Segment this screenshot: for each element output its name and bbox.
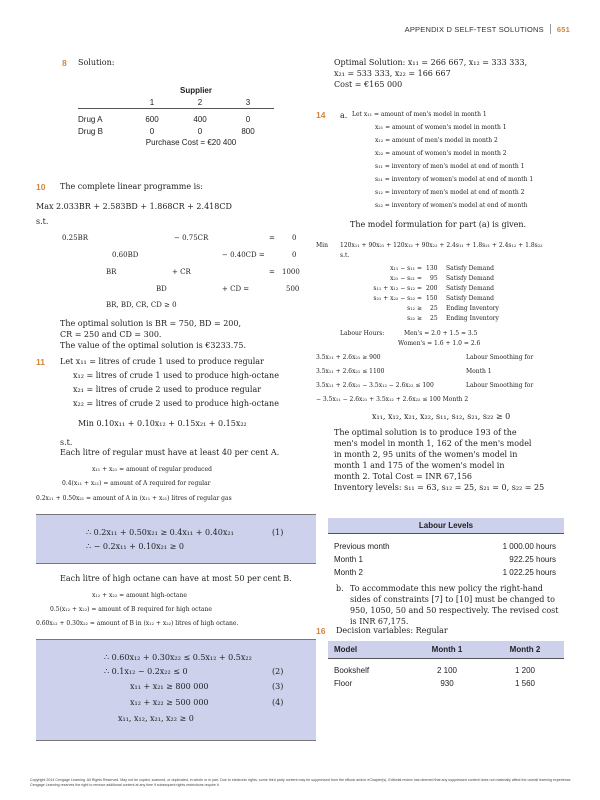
q14-solution-line: Inventory levels: s₁₁ = 63, s₁₂ = 25, s₂₁ = 0, s₂₂ = 25: [334, 483, 545, 492]
q14-constraint-expr: s₁₂ ≥: [407, 305, 422, 312]
q14-constraint-note: Satisfy Demand: [446, 265, 494, 272]
q10-result-line: The optimal solution is BR = 750, BD = 200,: [60, 319, 241, 328]
q14-def: s₁₂ = inventory of men's model at end of month 2: [375, 189, 525, 196]
box2-expr: x₁₂ + x₂₂ ≥ 500 000: [130, 698, 209, 707]
q10-label: The complete linear programme is:: [60, 182, 203, 191]
q14-part-b-line: is INR 67,175.: [350, 617, 409, 626]
q14-labour-line: Men's = 2.0 + 1.5 = 3.5: [404, 330, 478, 337]
q14-objective: 120x₁₁ + 90x₂₁ + 120x₁₂ + 90x₂₂ + 2.4s₁₁ + 1.8s₂₁ + 2.4s₁₂ + 1.8s₂₂: [340, 242, 543, 249]
q14-labour-label: Labour Hours:: [340, 330, 385, 337]
q14-constraint-val: 25: [430, 315, 438, 322]
q14-solution-line: month 1 and 175 of the women's model in: [334, 461, 505, 470]
table-row: [328, 540, 564, 553]
constraint-term: 0.25BR: [62, 234, 89, 242]
table-row: [328, 566, 564, 579]
constraint-term: + CR: [172, 268, 191, 276]
question-number-10: 10: [36, 182, 46, 192]
page-header: [405, 24, 570, 34]
q14-solution-line: The optimal solution is to produce 193 of the: [334, 428, 517, 437]
constraint-term: 0.60BD: [112, 251, 139, 259]
box2-expr: x₁₁ + x₂₁ ≥ 800 000: [130, 682, 209, 691]
constraint-term: − 0.40CD =: [222, 251, 265, 259]
q14-def: s₂₂ = inventory of women's model at end of month: [375, 202, 528, 209]
row-label: Previous month: [334, 542, 390, 551]
q8-label: Solution:: [78, 58, 115, 67]
q14-st: s.t.: [340, 252, 350, 259]
q14-constraint-val: 150: [426, 295, 438, 302]
q14-def: Let x₁₁ = amount of men's model in month 1: [352, 111, 487, 118]
table-cell: 1 200: [514, 666, 536, 675]
q14-smoothing-expr: − 3.5x₁₁ − 2.6x₂₁ + 3.5x₁₂ + 2.6x₂₂ ≤ 100 Month 2: [316, 396, 469, 403]
q11-regular-def: 0.4(x₁₁ + x₂₁) = amount of A required for regular: [62, 480, 211, 487]
box1-expr: ∴ − 0.2x₁₁ + 0.10x₂₁ ≥ 0: [86, 542, 184, 551]
q14-min: Min: [316, 242, 328, 249]
q14-smoothing-expr: 3.5x₁₁ + 2.6x₂₁ ≥ 900: [316, 354, 381, 361]
row-label: Drug A: [78, 114, 103, 124]
question-number-11: 11: [36, 357, 45, 367]
supplier-table-header: [78, 97, 274, 109]
supplier-col-3: 3: [245, 98, 251, 107]
question-number-8: 8: [62, 58, 67, 68]
q11-def: Let x₁₁ = litres of crude 1 used to produce regular: [60, 357, 264, 366]
q8-optimal-line: x₂₁ = 533 333, x₂₂ = 166 667: [334, 69, 451, 78]
q14-def: s₁₁ = inventory of men's model at end of month 1: [375, 163, 525, 170]
q14-constraint-expr: s₁₁ + x₁₂ − s₁₂ =: [373, 285, 422, 292]
constraint-term: BR: [106, 268, 117, 276]
box2-expr: ∴ 0.60x₁₂ + 0.30x₂₂ ≤ 0.5x₁₂ + 0.5x₂₂: [104, 653, 252, 662]
box2-tag: (4): [272, 698, 284, 707]
constraint-term: − 0.75CR: [174, 234, 209, 242]
q10-nonneg: BR, BD, CR, CD ≥ 0: [106, 301, 177, 309]
q14-part-b: b.: [336, 584, 344, 593]
q14-constraint-val: 200: [426, 285, 438, 292]
table-cell: 800: [241, 126, 255, 136]
constraint-box-1: [36, 514, 316, 564]
q10-result-line: CR = 250 and CD = 300.: [60, 330, 162, 339]
supplier-col-2: 2: [197, 98, 203, 107]
header-divider: [550, 24, 551, 34]
q14-constraint-expr: s₂₂ ≥: [407, 315, 422, 322]
q14-def: s₂₁ = inventory of women's model at end of month 1: [375, 176, 534, 183]
row-label: Bookshelf: [334, 666, 370, 675]
constraint-rhs: 0: [292, 234, 297, 242]
q14-constraint-expr: x₂₁ − s₂₁ =: [390, 275, 422, 282]
q11-high-def: 0.5(x₁₂ + x₂₂) = amount of B required for high octane: [50, 606, 212, 613]
q14-smoothing-expr: 3.5x₁₁ + 2.6x₂₁ − 3.5x₁₂ − 2.6x₂₂ ≤ 100: [316, 382, 434, 389]
row-label: Floor: [334, 679, 353, 688]
table-cell: 400: [193, 114, 207, 124]
box2-tag: (2): [272, 667, 284, 676]
column-header: Model: [334, 645, 358, 654]
q14-formulation-note: The model formulation for part (a) is given.: [350, 220, 527, 229]
box-top-rule: [36, 639, 316, 640]
constraint-rhs: 0: [292, 251, 297, 259]
q14-def: x₂₁ = amount of women's model in month 1: [375, 124, 507, 131]
table-row: [328, 553, 564, 566]
table-cell: 930: [440, 679, 454, 688]
table-row: [328, 677, 564, 690]
regular-table-header: [328, 641, 564, 659]
q14-constraint-note: Satisfy Demand: [446, 295, 494, 302]
q11-regular-def: 0.2x₁₁ + 0.50x₂₁ = amount of A in (x₁₁ + x₂₁) litres of regular gas: [36, 495, 232, 502]
constraint-op: =: [269, 268, 275, 276]
q8-optimal-line: Cost = €165 000: [334, 80, 403, 89]
q14-solution-line: men's model in month 1, 162 of the men's model: [334, 439, 532, 448]
constraint-op: =: [269, 234, 275, 242]
q14-constraint-expr: x₁₁ − s₁₁ =: [390, 265, 422, 272]
table-row: [328, 664, 564, 677]
question-number-16: 16: [316, 626, 326, 636]
q14-nonneg: x₁₁, x₁₂, x₂₁, x₂₂, s₁₁, s₁₂, s₂₁, s₂₂ ≥ 0: [372, 412, 511, 421]
q14-part-a: a.: [340, 111, 348, 120]
constraint-rhs: 500: [286, 285, 300, 293]
q14-part-b-line: To accommodate this new policy the right-hand: [350, 584, 543, 593]
q16-label: Decision variables: Regular: [336, 626, 448, 635]
box2-expr: x₁₁, x₁₂, x₂₁, x₂₂ ≥ 0: [118, 714, 194, 723]
row-label: Month 2: [334, 568, 363, 577]
column-header: Month 1: [431, 645, 463, 654]
section-title: APPENDIX D SELF-TEST SOLUTIONS: [404, 24, 544, 34]
q14-smoothing-expr: 3.5x₁₁ + 2.6x₂₁ ≤ 1100: [316, 368, 385, 375]
table-cell: 1 000.00 hours: [502, 542, 556, 551]
constraint-rhs: 1000: [282, 268, 300, 276]
supplier-table: [78, 86, 274, 149]
constraint-term: BD: [156, 285, 167, 293]
q14-constraint-expr: s₂₁ + x₂₂ − s₂₂ =: [373, 295, 422, 302]
q11-def: x₂₁ = litres of crude 2 used to produce regular: [73, 385, 262, 394]
regular-decision-table: [328, 641, 564, 690]
box-bottom-rule: [36, 563, 316, 564]
q14-part-b-line: 950, 1050, 50 and 50 respectively. The revised cost: [350, 606, 559, 615]
q14-solution-line: in month 2, 95 units of the women's model in: [334, 450, 518, 459]
box2-expr: ∴ 0.1x₁₂ − 0.2x₂₂ ≤ 0: [104, 667, 188, 676]
q8-optimal-line: Optimal Solution: x₁₁ = 266 667, x₁₂ = 333 333,: [334, 58, 528, 67]
copyright-footer: Copyright 2014 Cengage Learning. All Rights Reserved. May not be copied, scanned, or duplicated, in whole or in part. Due to electronic rights, some third party content may be suppressed from the eBook and/or eChapter(s). Editorial review has deemed that any suppressed content does not materially affect the overall learning experience. Cengage Learning reserves the right to remove additional content at any time if subsequent rights restrictions require it.: [30, 778, 572, 787]
box-top-rule: [36, 514, 316, 515]
q14-solution-line: month 2. Total Cost = INR 67,156: [334, 472, 473, 481]
q10-result-line: The value of the optimal solution is €3233.75.: [60, 341, 247, 350]
table-cell: 0: [149, 126, 155, 136]
q14-part-b-line: sides of constraints [7] to [10] must be changed to: [350, 595, 555, 604]
q11-high-def: 0.60x₁₂ + 0.30x₂₂ = amount of B in (x₁₂ + x₂₂) litres of high octane.: [36, 620, 239, 627]
q11-high-text: Each litre of high octane can have at most 50 per cent B.: [60, 574, 292, 583]
table-cell: 1 022.25 hours: [502, 568, 556, 577]
table-row: [78, 113, 274, 125]
labour-table-title: Labour Levels: [328, 518, 564, 534]
q11-high-def: x₁₂ + x₂₂ = amount high-octane: [92, 592, 187, 599]
q14-constraint-note: Satisfy Demand: [446, 285, 494, 292]
question-number-14: 14: [316, 110, 326, 120]
q14-smoothing-note: Month 1: [466, 368, 492, 375]
q14-constraint-note: Ending Inventory: [446, 315, 499, 322]
table-cell: 0: [197, 126, 203, 136]
box1-tag: (1): [272, 528, 284, 537]
q11-def: x₁₂ = litres of crude 1 used to produce high-octane: [73, 371, 279, 380]
q11-regular-def: x₁₁ + x₂₁ = amount of regular produced: [92, 466, 212, 473]
table-cell: 2 100: [436, 666, 458, 675]
q14-def: x₂₂ = amount of women's model in month 2: [375, 150, 507, 157]
constraint-term: + CD =: [222, 285, 250, 293]
purchase-cost: Purchase Cost = €20 400: [145, 138, 237, 147]
q10-st: s.t.: [36, 217, 49, 226]
page-number: 651: [556, 24, 570, 34]
supplier-col-1: 1: [149, 98, 155, 107]
row-label: Month 1: [334, 555, 363, 564]
q14-constraint-val: 25: [430, 305, 438, 312]
labour-levels-table: [328, 518, 564, 579]
table-row: [78, 125, 274, 137]
q14-constraint-note: Ending Inventory: [446, 305, 499, 312]
q14-smoothing-note: Labour Smoothing for: [466, 354, 534, 361]
q14-constraint-val: 130: [426, 265, 438, 272]
box-bottom-rule: [36, 740, 316, 741]
table-cell: 1 560: [514, 679, 536, 688]
q11-regular-text: Each litre of regular must have at least 40 per cent A.: [60, 448, 280, 457]
q11-def: x₂₂ = litres of crude 2 used to produce high-octane: [73, 399, 279, 408]
box1-expr: ∴ 0.2x₁₁ + 0.50x₂₁ ≥ 0.4x₁₁ + 0.40x₂₁: [86, 528, 234, 537]
supplier-table-title: Supplier: [179, 86, 212, 95]
q14-constraint-note: Satisfy Demand: [446, 275, 494, 282]
column-header: Month 2: [509, 645, 541, 654]
q14-def: x₁₂ = amount of men's model in month 2: [375, 137, 498, 144]
q11-objective: Min 0.10x₁₁ + 0.10x₁₂ + 0.15x₂₁ + 0.15x₂₂: [78, 419, 247, 428]
table-cell: 0: [245, 114, 251, 124]
box2-tag: (3): [272, 682, 284, 691]
q14-smoothing-note: Labour Smoothing for: [466, 382, 534, 389]
q11-st: s.t.: [60, 438, 73, 447]
table-cell: 922.25 hours: [509, 555, 556, 564]
table-cell: 600: [145, 114, 159, 124]
q14-constraint-val: 95: [430, 275, 438, 282]
q10-objective: Max 2.033BR + 2.583BD + 1.868CR + 2.418CD: [36, 202, 232, 211]
q14-labour-line: Women's = 1.6 + 1.0 = 2.6: [398, 340, 481, 347]
row-label: Drug B: [78, 126, 103, 136]
